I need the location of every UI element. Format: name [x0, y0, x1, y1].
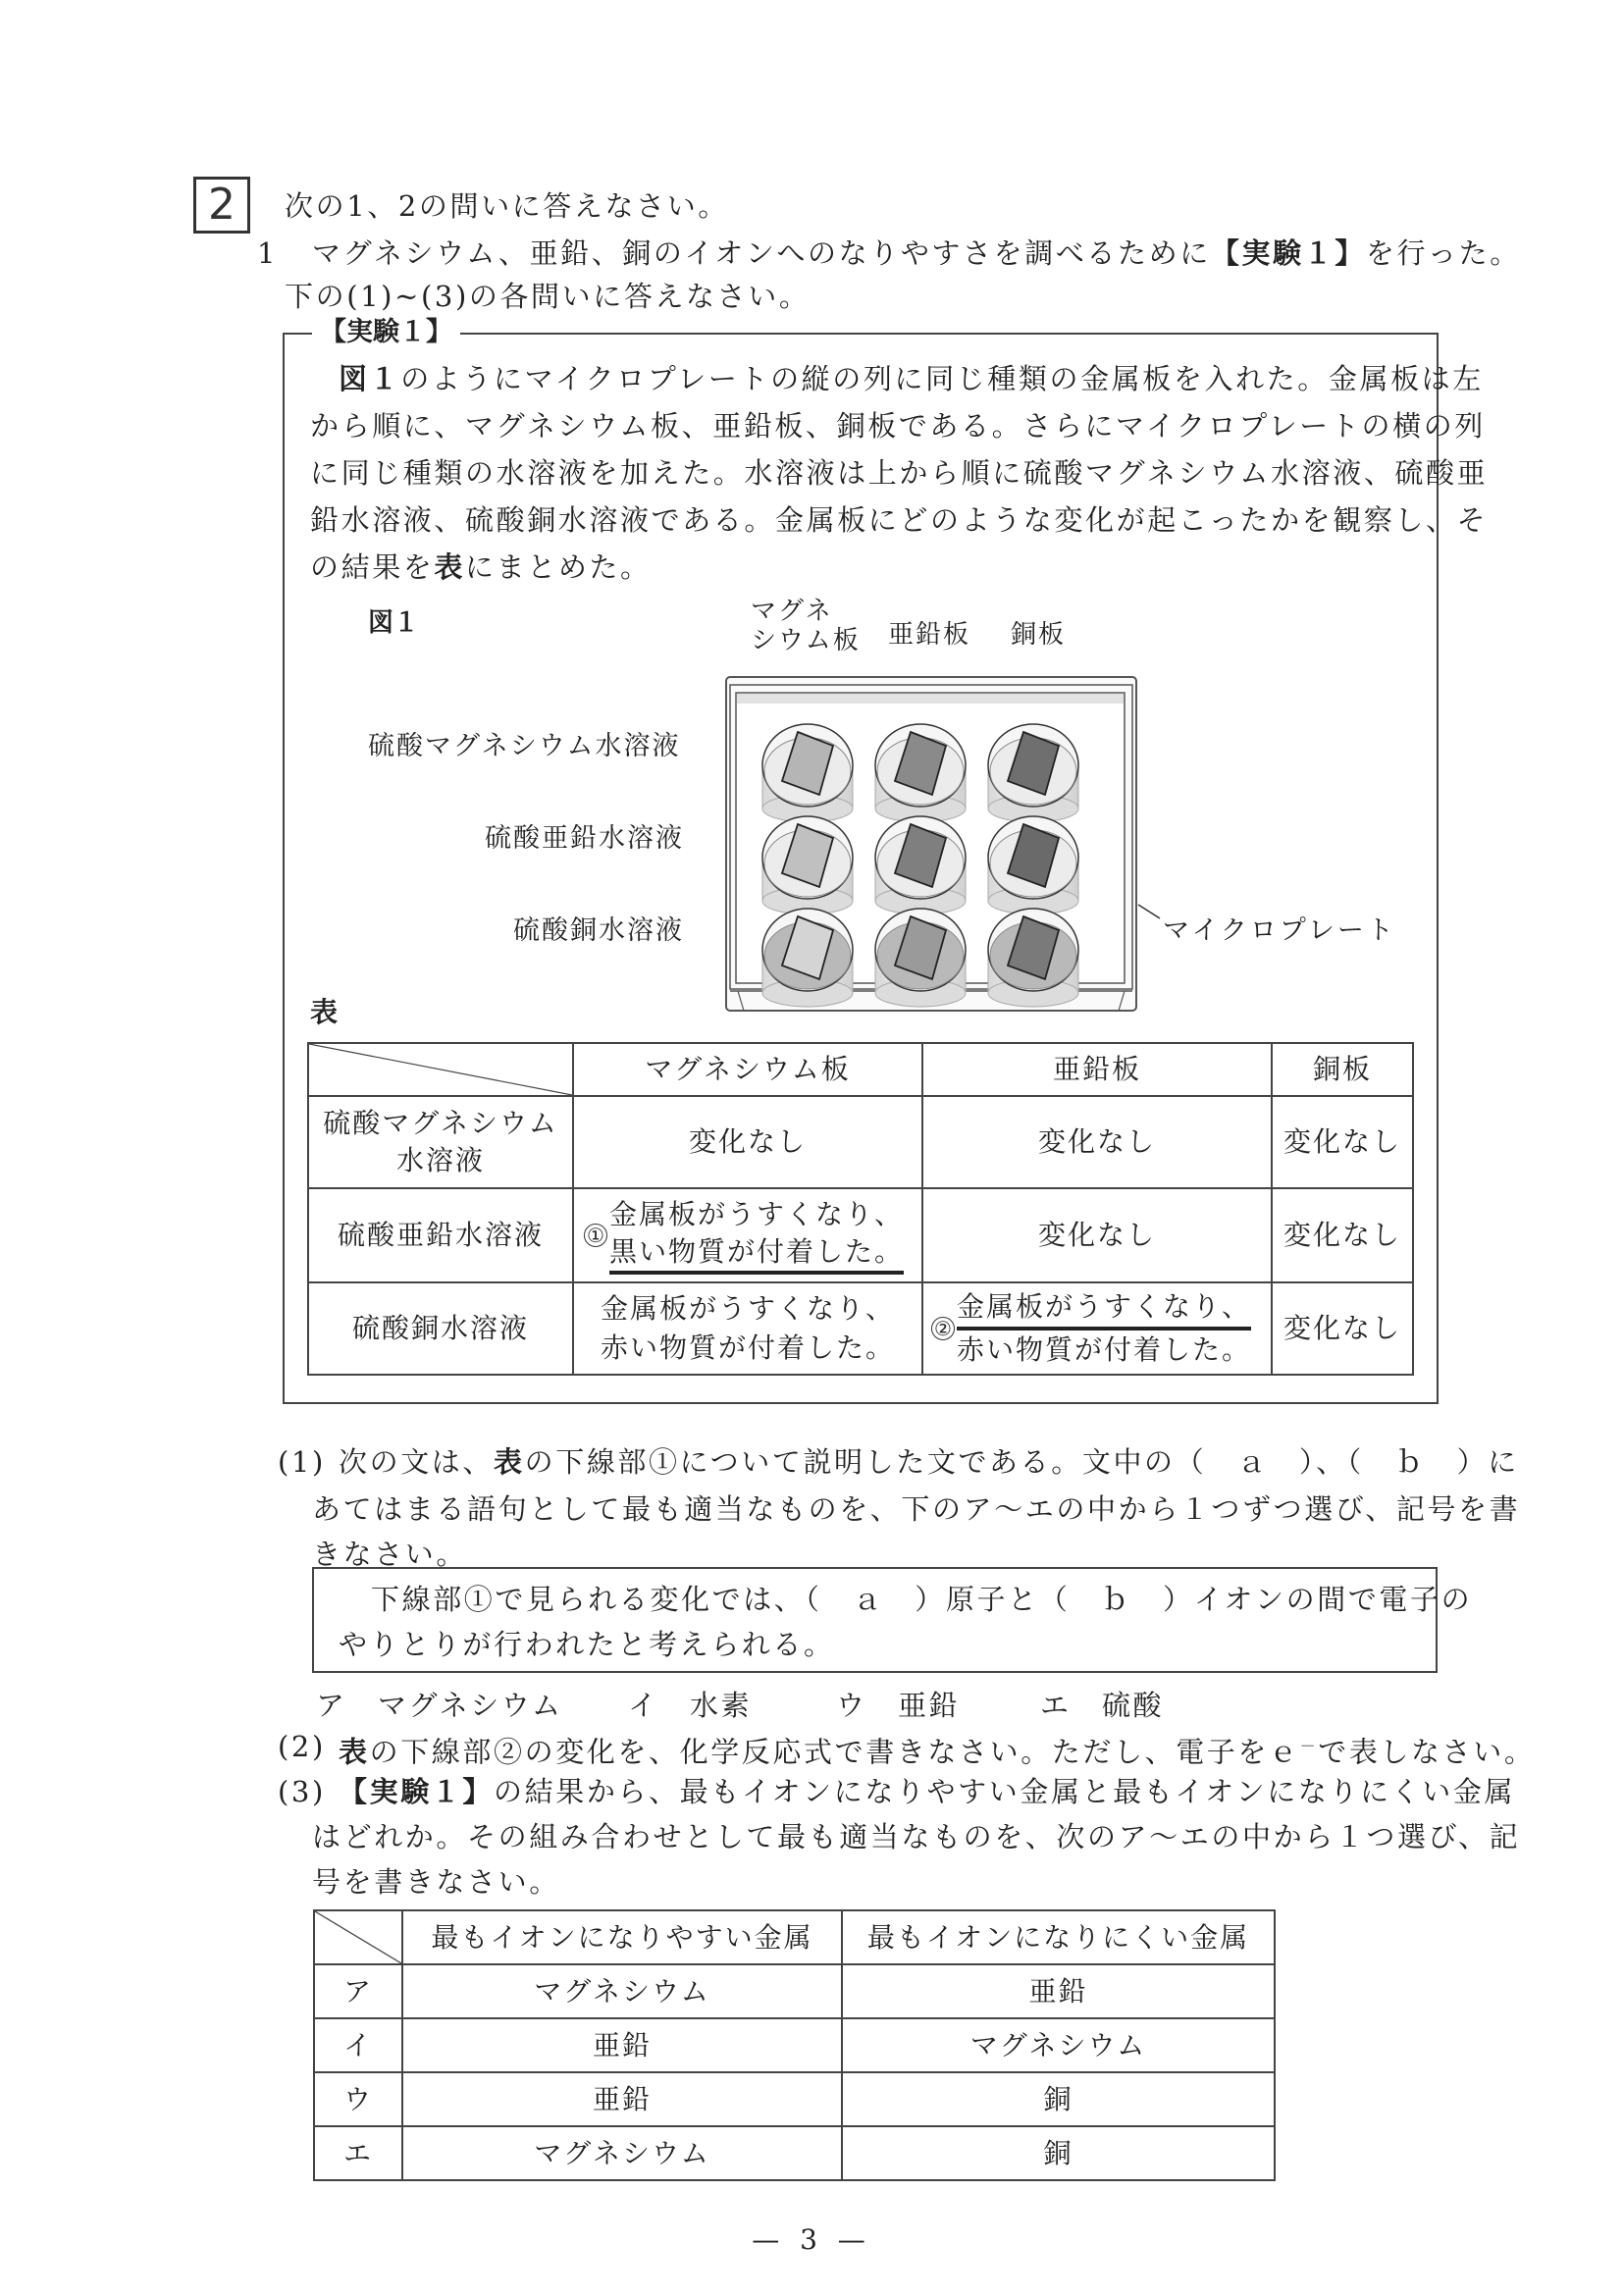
answer-cell: マグネシウム — [842, 2018, 1275, 2072]
microplate-well — [988, 816, 1078, 914]
underlined-line: 金属板がうすくなり、 — [957, 1287, 1251, 1331]
choice-text: 水素 — [690, 1689, 753, 1722]
part1-line1-text: マグネシウム、亜鉛、銅のイオンへのなりやすさを調べるために — [312, 236, 1211, 270]
table-row-label: 硫酸亜鉛水溶液 — [308, 1188, 573, 1282]
q1-line2: あてはまる語句として最も適当なものを、下のア～エの中から１つずつ選び、記号を書 — [312, 1492, 1521, 1526]
figure1-row-label-mgso4: 硫酸マグネシウム水溶液 — [368, 731, 681, 761]
underlined-text-2 — [957, 1287, 1251, 1370]
figure1-col-label-copper: 銅板 — [1011, 620, 1067, 650]
choice-key: エ — [1040, 1689, 1072, 1722]
q2-text — [339, 1731, 1535, 1768]
answer-choices-table — [313, 1909, 1276, 2181]
table-cell: 変化なし — [573, 1096, 922, 1188]
q3-line2: はどれか。その組み合わせとして最も適当なものを、次のア～エの中から１つ選び、記 — [312, 1820, 1521, 1853]
microplate-leader-line — [1138, 905, 1160, 918]
microplate-well — [988, 909, 1078, 1007]
experiment-line-3: 鉛水溶液、硫酸銅水溶液である。金属板にどのような変化が起こったかを観察し、そ — [310, 503, 1489, 537]
part1-line1-end: を行った。 — [1365, 236, 1521, 270]
figure1-col-label-magnesium: マグネ シウム板 — [751, 597, 861, 655]
microplate-label: マイクロプレート — [1163, 915, 1396, 946]
q1-choice-e — [1040, 1684, 1164, 1724]
answer-key: エ — [314, 2126, 402, 2180]
table-cell: 変化なし — [922, 1188, 1272, 1282]
answer-cell: 亜鉛 — [402, 2018, 842, 2072]
answer-cell: 銅 — [842, 2126, 1275, 2180]
table-ref: 表 — [339, 1735, 370, 1769]
table-row-label: 硫酸銅水溶液 — [308, 1282, 573, 1375]
table-cell: 金属板がうすくなり、 赤い物質が付着した。 — [573, 1282, 922, 1375]
microplate-well — [762, 816, 853, 914]
electron-charge: － — [1299, 1737, 1319, 1755]
underline-mark-1: ① — [584, 1224, 607, 1247]
answer-cell: 亜鉛 — [402, 2072, 842, 2126]
answer-key: ウ — [314, 2072, 402, 2126]
table-ref: 表 — [434, 550, 466, 584]
q3-line3: 号を書きなさい。 — [312, 1865, 560, 1899]
q1-box-line1: 下線部①で見られる変化では、（ ａ ）原子と（ ｂ ）イオンの間で電子の — [371, 1583, 1473, 1616]
microplate-well — [875, 909, 966, 1007]
experiment-line-0 — [339, 363, 1484, 394]
choice-key: ウ — [836, 1689, 867, 1722]
microplate-well — [762, 909, 853, 1007]
choice-key: イ — [628, 1689, 659, 1722]
q2-text-part: で表しなさい。 — [1318, 1735, 1536, 1769]
table-cell: 変化なし — [922, 1096, 1272, 1188]
q1-choice-a — [316, 1684, 562, 1724]
table-row-label: 硫酸マグネシウム 水溶液 — [308, 1096, 573, 1188]
answer-table-header — [314, 1910, 1275, 1964]
experiment-line-2: に同じ種類の水溶液を加えた。水溶液は上から順に硫酸マグネシウム水溶液、硫酸亜 — [310, 456, 1489, 490]
answer-header-least-ionizable: 最もイオンになりにくい金属 — [842, 1910, 1275, 1964]
figure1-row-label-znso4: 硫酸亜鉛水溶液 — [485, 823, 684, 854]
microplate-well — [762, 724, 853, 822]
results-table — [307, 1042, 1414, 1376]
experiment-text: にまとめた。 — [465, 550, 652, 584]
table-ref: 表 — [494, 1445, 525, 1479]
q1-line3: きなさい。 — [312, 1538, 468, 1571]
q3-text: の結果から、最もイオンになりやすい金属と最もイオンになりにくい金属 — [494, 1775, 1516, 1808]
q1-box-line2: やりとりが行われたと考えられる。 — [339, 1628, 835, 1661]
choice-text: 硫酸 — [1102, 1689, 1165, 1722]
page-number: — 3 — — [752, 2223, 871, 2256]
answer-cell: マグネシウム — [402, 2126, 842, 2180]
table-cell: 変化なし — [1272, 1282, 1413, 1375]
question-number-box: 2 — [193, 177, 250, 234]
answer-table-corner — [314, 1910, 402, 1964]
table-row — [308, 1188, 1413, 1282]
table-header-copper: 銅板 — [1272, 1043, 1413, 1096]
microplate-well — [988, 724, 1078, 822]
plain-line: 赤い物質が付着した。 — [957, 1333, 1252, 1366]
answer-row — [314, 2126, 1275, 2180]
answer-row — [314, 1964, 1275, 2018]
experiment-line-4 — [310, 551, 652, 583]
table-row — [308, 1282, 1413, 1375]
table-row — [308, 1096, 1413, 1188]
q1-number: (1) — [278, 1445, 326, 1479]
table-header-row — [308, 1043, 1413, 1096]
figure-ref: 図１ — [339, 362, 401, 395]
q3-number: (3) — [278, 1775, 326, 1808]
part1-number: 1 — [257, 236, 279, 270]
figure1-label: 図１ — [368, 608, 420, 638]
table-cell: 変化なし — [1272, 1096, 1413, 1188]
intro-text: 次の1、2の問いに答えなさい。 — [285, 189, 729, 223]
table-cell-underline-2 — [922, 1282, 1272, 1375]
table-header-magnesium: マグネシウム板 — [573, 1043, 922, 1096]
answer-cell: マグネシウム — [402, 1964, 842, 2018]
microplate-illustration — [716, 667, 1168, 1020]
q1-choice-u — [836, 1684, 960, 1724]
experiment-ref: 【実験１】 — [339, 1775, 495, 1808]
table1-label: 表 — [310, 996, 339, 1028]
experiment-title: 【実験１】 — [312, 316, 460, 349]
answer-header-most-ionizable: 最もイオンになりやすい金属 — [402, 1910, 842, 1964]
experiment-line-1: から順に、マグネシウム板、亜鉛板、銅板である。さらにマイクロプレートの横の列 — [310, 409, 1486, 443]
experiment-ref: 【実験１】 — [1210, 236, 1366, 270]
choice-text: 亜鉛 — [898, 1689, 961, 1722]
underline-mark-2: ② — [931, 1317, 955, 1340]
figure1-col-label-zinc: 亜鉛板 — [888, 620, 971, 650]
experiment-text: の結果を — [310, 550, 435, 584]
answer-cell: 銅 — [842, 2072, 1275, 2126]
answer-key: ア — [314, 1964, 402, 2018]
answer-row — [314, 2018, 1275, 2072]
answer-cell: 亜鉛 — [842, 1964, 1275, 2018]
underlined-text-1: 金属板がうすくなり、 黒い物質が付着した。 — [609, 1196, 904, 1275]
table-corner-cell — [308, 1043, 573, 1096]
q1-choice-i — [628, 1684, 752, 1724]
q1-text: の下線部①について説明した文である。文中の（ ａ ）、（ ｂ ）に — [524, 1445, 1519, 1479]
q1-line1 — [339, 1446, 1519, 1478]
electron-symbol: ｅ — [1269, 1735, 1300, 1769]
part1-line1 — [312, 237, 1521, 269]
q2-text-part: の下線部②の変化を、化学反応式で書きなさい。ただし、電子を — [369, 1735, 1270, 1769]
q2-number: (2) — [278, 1730, 326, 1763]
table-cell-underline-1 — [573, 1188, 922, 1282]
table-header-zinc: 亜鉛板 — [922, 1043, 1272, 1096]
microplate-well — [875, 816, 966, 914]
q3-line1 — [339, 1776, 1515, 1807]
experiment-text: のようにマイクロプレートの縦の列に同じ種類の金属板を入れた。金属板は左 — [400, 362, 1484, 395]
choice-text: マグネシウム — [378, 1689, 563, 1722]
answer-row — [314, 2072, 1275, 2126]
table-cell: 変化なし — [1272, 1188, 1413, 1282]
microplate-well — [875, 724, 966, 822]
answer-key: イ — [314, 2018, 402, 2072]
figure1-row-label-cuso4: 硫酸銅水溶液 — [513, 915, 684, 946]
part1-line2: 下の(1)~(3)の各問いに答えなさい。 — [285, 280, 811, 313]
choice-key: ア — [316, 1689, 347, 1722]
q1-text: 次の文は、 — [339, 1445, 495, 1479]
